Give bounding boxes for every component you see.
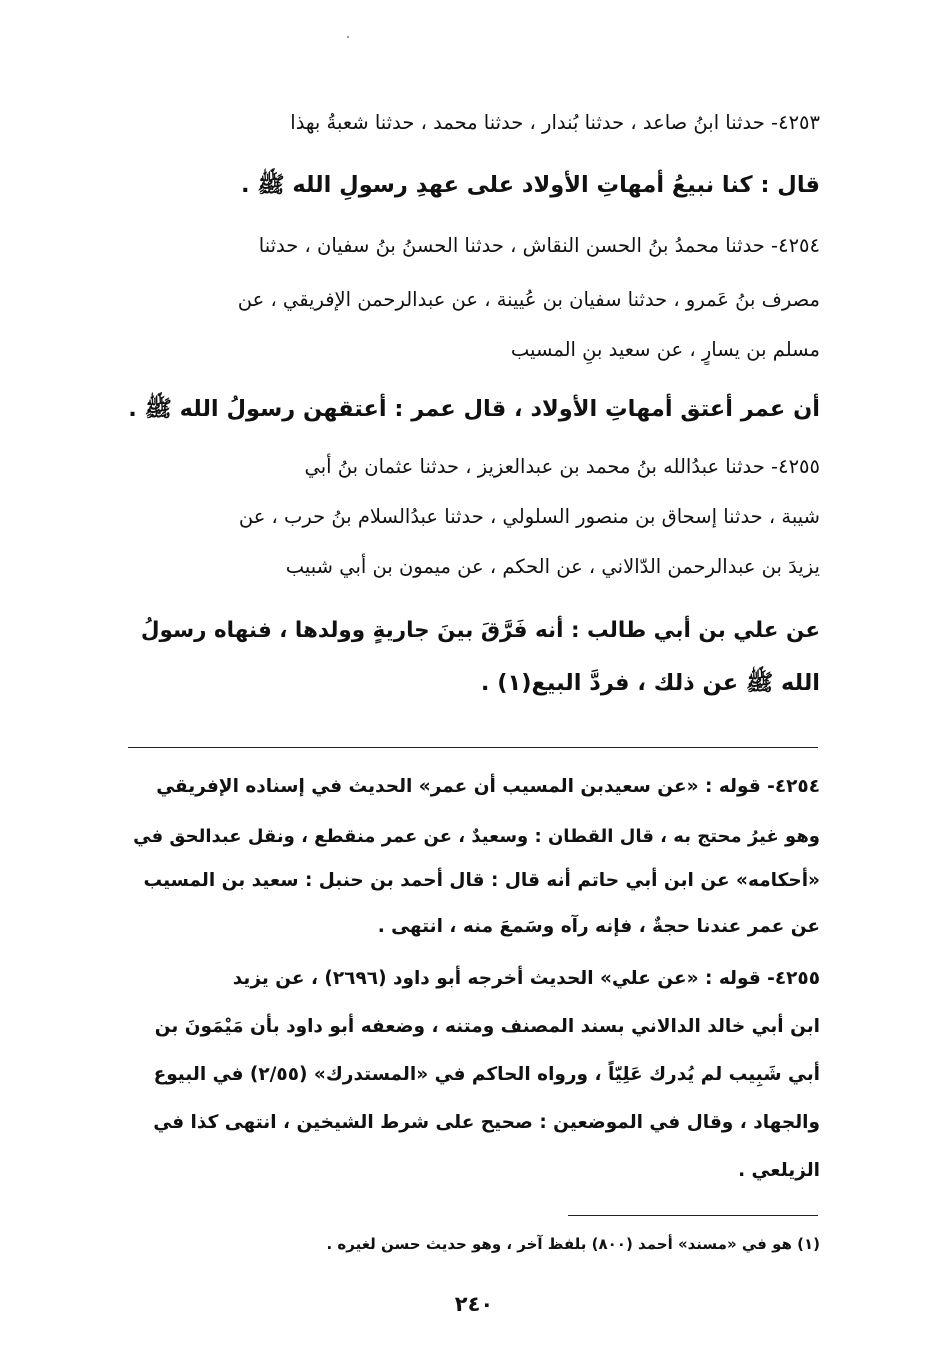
scan-speck <box>347 36 349 38</box>
note-4254-line-2: وهو غيرُ محتج به ، قال القطان : وسعيدٌ ، عن عمر منقطع ، ونقل عبدالحق في <box>133 826 820 847</box>
hadith-4255-matn-2: الله ﷺ عن ذلك ، فردَّ البيع(١) . <box>480 670 820 696</box>
footnote-1: (١) هو في «مسند» أحمد (٨٠٠) بلفظ آخر ، وهو حديث حسن لغيره . <box>326 1235 820 1253</box>
hadith-4254-line-2: مصرف بنُ عَمرو ، حدثنا سفيان بن عُيينة ، عن عبدالرحمن الإفريقي ، عن <box>237 288 820 311</box>
hadith-4255-matn-1: عن علي بن أبي طالب : أنه فَرَّقَ بينَ جاريةٍ وولدها ، فنهاه رسولُ <box>140 618 820 643</box>
note-4255-line-3: أبي شَبِيب لم يُدرك عَلِيّاً ، ورواه الحاكم في «المستدرك» (٢/٥٥) في البيوع <box>153 1064 820 1085</box>
note-4254-line-1: ٤٢٥٤- قوله : «عن سعيدبن المسيب أن عمر» الحديث في إسناده الإفريقي <box>156 776 820 797</box>
note-4254-line-3: «أحكامه» عن ابن أبي حاتم أنه قال : قال أحمد بن حنبل : سعيد بن المسيب <box>143 870 820 891</box>
note-4255-line-2: ابن أبي خالد الدالاني بسند المصنف ومتنه ، وضعفه أبو داود بأن مَيْمَونَ بن <box>154 1016 820 1037</box>
hadith-4253-matn: قال : كنا نبيعُ أمهاتِ الأولاد على عهدِ رسولِ الله ﷺ . <box>240 172 820 198</box>
notes-separator <box>128 747 818 748</box>
hadith-4255-line-1: ٤٢٥٥- حدثنا عبدُالله بنُ محمد بن عبدالعزيز ، حدثنا عثمان بنُ أبي <box>304 455 820 478</box>
footnote-separator <box>568 1215 818 1216</box>
hadith-4254-line-1: ٤٢٥٤- حدثنا محمدُ بنُ الحسن النقاش ، حدثنا الحسنُ بنُ سفيان ، حدثنا <box>258 234 820 257</box>
hadith-4255-line-2: شيبة ، حدثنا إسحاق بن منصور السلولي ، حدثنا عبدُالسلام بنُ حرب ، عن <box>238 505 820 528</box>
hadith-4254-matn: أن عمر أعتق أمهاتِ الأولاد ، قال عمر : أعتقهن رسولُ الله ﷺ . <box>128 396 820 422</box>
note-4255-line-5: الزيلعي . <box>738 1160 820 1181</box>
page-number: ٢٤٠ <box>454 1292 494 1316</box>
hadith-4253-line-1: ٤٢٥٣- حدثنا ابنُ صاعد ، حدثنا بُندار ، حدثنا محمد ، حدثنا شعبةُ بهذا <box>290 111 820 134</box>
hadith-4254-line-3: مسلم بن يسارٍ ، عن سعيد بنِ المسيب <box>510 338 820 361</box>
note-4255-line-1: ٤٢٥٥- قوله : «عن علي» الحديث أخرجه أبو داود (٢٦٩٦) ، عن يزيد <box>232 968 820 989</box>
hadith-4255-line-3: يزيدَ بن عبدالرحمن الدّالاني ، عن الحكم ، عن ميمون بن أبي شبيب <box>285 555 820 578</box>
note-4254-line-4: عن عمر عندنا حجةٌ ، فإنه رآه وسَمعَ منه ، انتهى . <box>377 916 820 937</box>
note-4255-line-4: والجهاد ، وقال في الموضعين : صحيح على شرط الشيخين ، انتهى كذا في <box>153 1112 820 1133</box>
